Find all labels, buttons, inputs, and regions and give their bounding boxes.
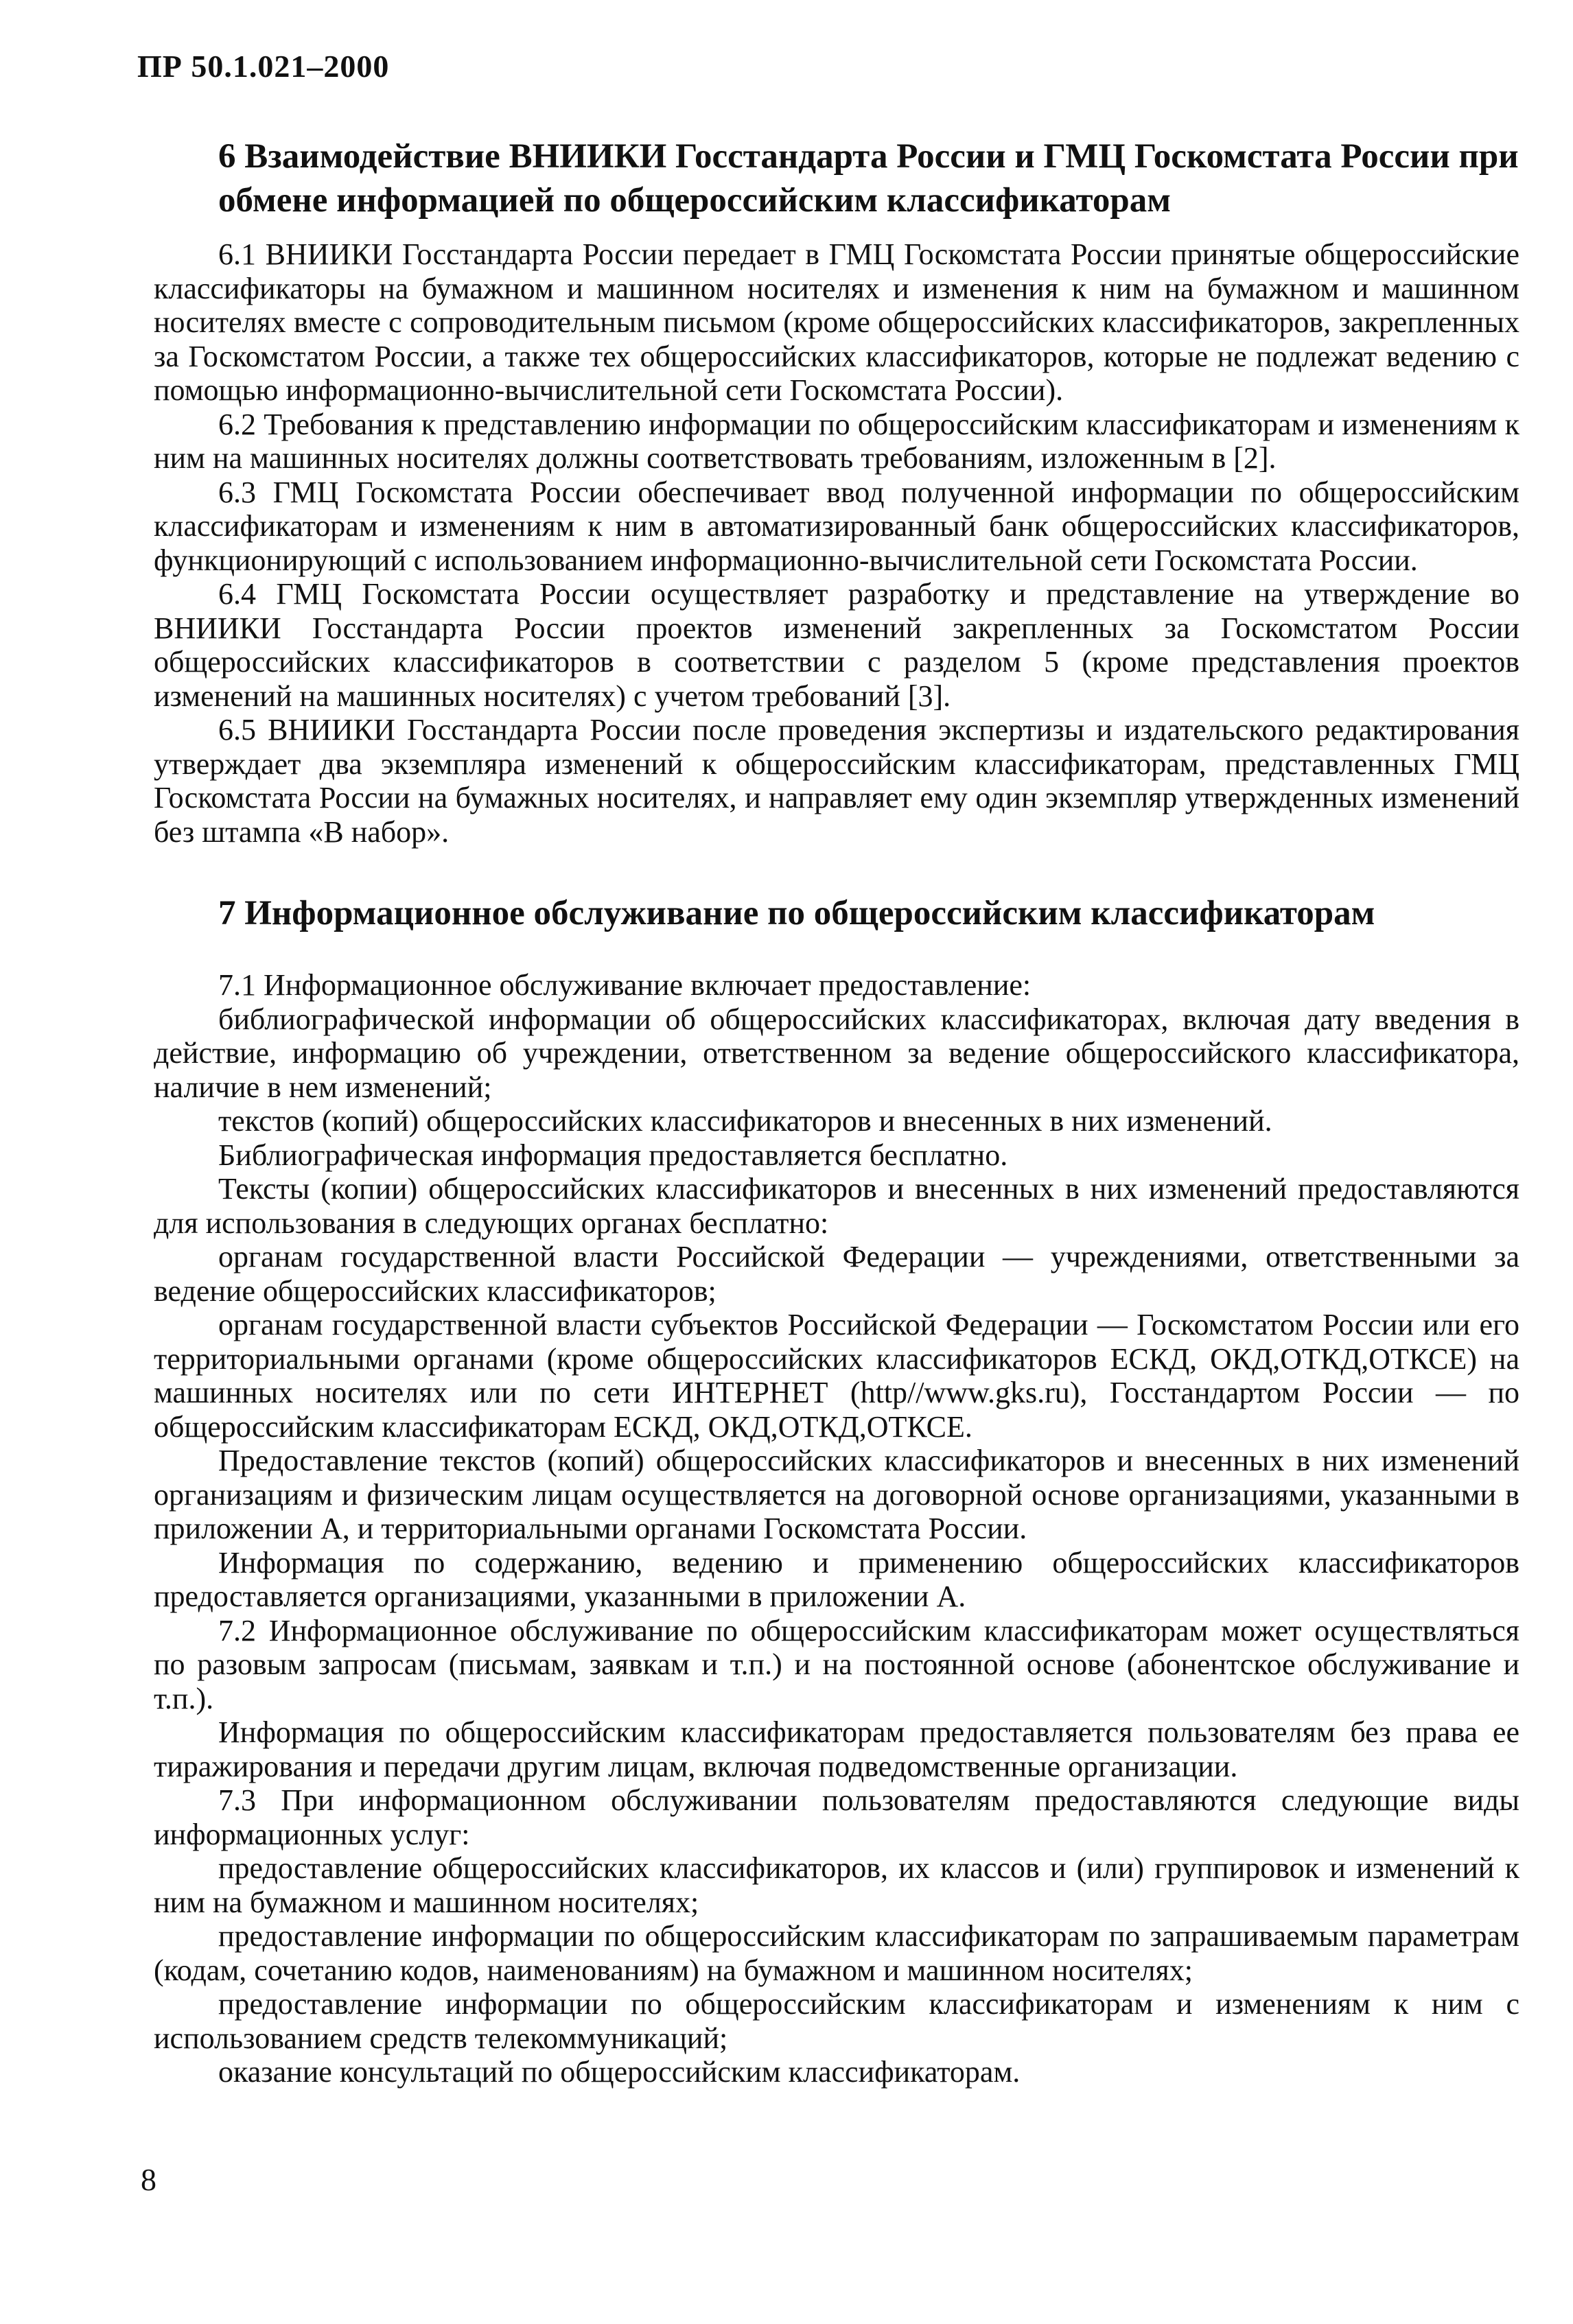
paragraph-6-4: 6.4 ГМЦ Госкомстата России осуществляет разработку и представление на утверждение во ВНИИКИ Госстандарта России проектов изменений закрепленных за Госкомстатом России общероссийских классификаторов в соответствии с разделом 5 (кроме представления проектов изменений на машинных носителях) с учетом требований [3]. (154, 577, 1519, 713)
paragraph: текстов (копий) общероссийских классификаторов и внесенных в них изменений. (218, 1104, 1272, 1138)
page-content (154, 134, 1519, 2089)
section-6-title: 6 Взаимодействие ВНИИКИ Госстандарта России и ГМЦ Госкомстата России при обмене информацией по общероссийским классификаторам (218, 137, 1519, 220)
paragraph: библиографической информации об общероссийских классификаторах, включая дату введения в действие, информацию об учреждении, ответственном за ведение общероссийского классификатора, наличие в нем изменений; (154, 1002, 1519, 1104)
paragraph-7-1: 7.1 Информационное обслуживание включает предоставление: (218, 968, 1032, 1002)
paragraph-6-2: 6.2 Требования к представлению информации по общероссийским классификаторам и изменениям к ним на машинных носителях должны соответствовать требованиям, изложенным в [2]. (154, 407, 1519, 475)
paragraph: Тексты (копии) общероссийских классификаторов и внесенных в них изменений предоставляются для использования в следующих органах бесплатно: (154, 1172, 1519, 1240)
paragraph: предоставление информации по общероссийским классификаторам и изменениям к ним с использованием средств телекоммуникаций; (154, 1987, 1519, 2055)
paragraph: Информация по общероссийским классификаторам предоставляется пользователям без права ее тиражирования и передачи другим лицам, включая подведомственные организации. (154, 1715, 1519, 1783)
paragraph: предоставление информации по общероссийским классификаторам по запрашиваемым параметрам (кодам, сочетанию кодов, наименованиям) на бумажном и машинном носителях; (154, 1919, 1519, 1987)
paragraph: предоставление общероссийских классификаторов, их классов и (или) группировок и изменений к ним на бумажном и машинном носителях; (154, 1851, 1519, 1919)
paragraph: Предоставление текстов (копий) общероссийских классификаторов и внесенных в них изменений организациям и физическим лицам осуществляется на договорной основе организациями, указанными в приложении А, и территориальными органами Госкомстата России. (154, 1444, 1519, 1545)
paragraph-6-1: 6.1 ВНИИКИ Госстандарта России передает в ГМЦ Госкомстата России принятые общероссийские классификаторы на бумажном и машинном носителях и изменения к ним на бумажном и машинном носителях вместе с сопроводительным письмом (кроме общероссийских классификаторов, закрепленных за Госкомстатом России, а также тех общероссийских классификаторов, которые не подлежат ведению с помощью информационно-вычислительной сети Госкомстата России). (154, 237, 1519, 407)
paragraph: Информация по содержанию, ведению и применению общероссийских классификаторов предоставляется организациями, указанными в приложении А. (154, 1545, 1519, 1613)
document-code: ПР 50.1.021–2000 (137, 49, 390, 84)
paragraph-7-3: 7.3 При информационном обслуживании пользователям предоставляются следующие виды информационных услуг: (154, 1783, 1519, 1851)
page-number: 8 (141, 2162, 156, 2197)
paragraph: органам государственной власти субъектов Российской Федерации — Госкомстатом России или его территориальными органами (кроме общероссийских классификаторов ЕСКД, ОКД,ОТКД,ОТКСЕ) на машинных носителях или по сети ИНТЕРНЕТ (http//www.gks.ru), Госстандартом России — по общероссийским классификаторам ЕСКД, ОКД,ОТКД,ОТКСЕ. (154, 1308, 1519, 1444)
paragraph: оказание консультаций по общероссийским классификаторам. (218, 2055, 1021, 2089)
paragraph-6-3: 6.3 ГМЦ Госкомстата России обеспечивает ввод полученной информации по общероссийским классификаторам и изменениям к ним в автоматизированный банк общероссийских классификаторов, функционирующий с использованием информационно-вычислительной сети Госкомстата России. (154, 475, 1519, 577)
paragraph-7-2: 7.2 Информационное обслуживание по общероссийским классификаторам может осуществляться по разовым запросам (письмам, заявкам и т.п.) и на постоянной основе (абонентское обслуживание и т.п.). (154, 1613, 1519, 1715)
paragraph: Библиографическая информация предоставляется бесплатно. (218, 1138, 1008, 1172)
paragraph: органам государственной власти Российской Федерации — учреждениями, ответственными за ведение общероссийских классификаторов; (154, 1240, 1519, 1308)
section-7-title: 7 Информационное обслуживание по общероссийским классификаторам (218, 894, 1375, 932)
paragraph-6-5: 6.5 ВНИИКИ Госстандарта России после проведения экспертизы и издательского редактирования утверждает два экземпляра изменений к общероссийским классификаторам, представленных ГМЦ Госкомстата России на бумажных носителях, и направляет ему один экземпляр утвержденных изменений без штампа «В набор». (154, 713, 1519, 849)
